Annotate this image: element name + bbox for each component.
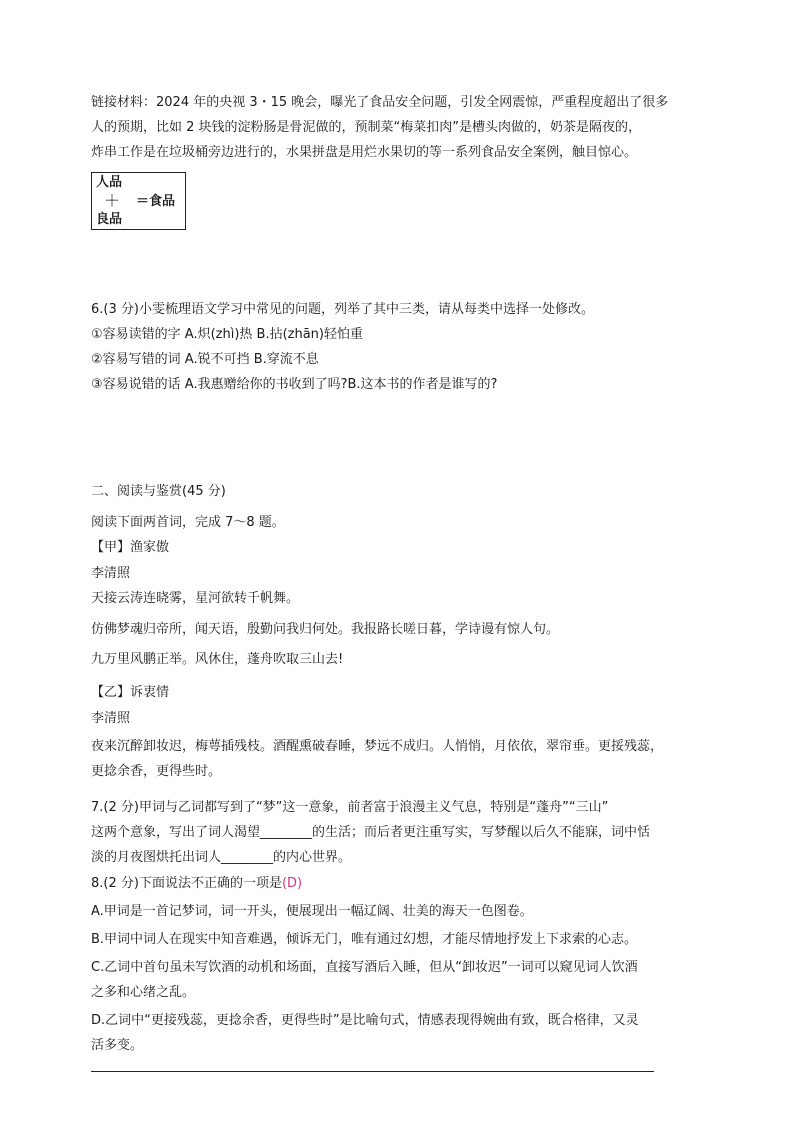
q8-answer: D xyxy=(287,876,298,891)
character-diagram xyxy=(91,172,186,230)
q6-item-3: ③容易说错的话 A.我惠赠给你的书收到了吗?B.这本书的作者是谁写的? xyxy=(91,377,498,392)
q8-answer-open: ( xyxy=(281,876,288,891)
poem-a-title: 【甲】渔家傲 xyxy=(91,540,170,555)
q8-option-d-line-2: 活多变。 xyxy=(91,1038,144,1053)
q7-line-1: 7.(2 分)甲词与乙词都写到了“梦”这一意象，前者富于浪漫主义气息，特别是“蓬舟”“三山” xyxy=(91,800,609,815)
material-line-3: 炸串工作是在垃圾桶旁边进行的，水果拼盘是用烂水果切的等一系列食品安全案例，触目惊心。 xyxy=(91,145,638,160)
q8-answer-close: ) xyxy=(297,876,303,891)
poem-b-author: 李清照 xyxy=(91,711,131,726)
diagram-top-word: 人品 xyxy=(96,175,123,190)
diagram-plus-sign: ＋ xyxy=(104,191,121,210)
q6-stem: 6.(3 分)小雯梳理语文学习中常见的问题，列举了其中三类，请从每类中选择一处修改。 xyxy=(91,302,594,317)
poem-b-title: 【乙】诉衷情 xyxy=(91,685,170,700)
q8-option-d-line-1: D.乙词中“更接残蕊，更捻余香，更得些时”是比喻句式，情感表现得婉曲有致，既合格律，又灵 xyxy=(91,1013,639,1028)
poem-a-author: 李清照 xyxy=(91,566,131,581)
diagram-result: ＝食品 xyxy=(136,194,176,209)
material-line-1: 链接材料：2024 年的央视 3・15 晚会，曝光了食品安全问题，引发全网震惊，严重程度超出了很多 xyxy=(91,95,669,110)
diagram-bottom-word: 良品 xyxy=(96,212,123,227)
q8-stem: 8.(2 分)下面说法不正确的一项是 xyxy=(91,876,282,891)
section-heading: 二、阅读与鉴赏(45 分) xyxy=(91,484,226,499)
q8-option-c-line-1: C.乙词中首句虽未写饮酒的动机和场面，直接写酒后入睡，但从“卸妆迟”一词可以窥见词人饮酒 xyxy=(91,960,638,975)
q8-option-a: A.甲词是一首记梦词，词一开头，便展现出一幅辽阔、壮美的海天一色图卷。 xyxy=(91,904,533,919)
q8-option-c-line-2: 之多和心绪之乱。 xyxy=(91,985,196,1000)
poem-a-line-3: 九万里风鹏正举。风休住，蓬舟吹取三山去! xyxy=(91,652,344,667)
poem-a-line-1: 天接云涛连晓雾，星河欲转千帆舞。 xyxy=(91,591,300,606)
poem-a-line-2: 仿佛梦魂归帝所，闻天语，殷勤问我归何处。我报路长嗟日暮，学诗谩有惊人句。 xyxy=(91,622,560,637)
section-intro: 阅读下面两首词，完成 7～8 题。 xyxy=(91,515,285,530)
q6-item-1: ①容易读错的字 A.炽(zhì)热 B.拈(zhān)轻怕重 xyxy=(91,327,363,342)
footer-divider xyxy=(91,1071,654,1072)
q8-option-b: B.甲词中词人在现实中知音难遇，倾诉无门，唯有通过幻想，才能尽情地抒发上下求索的心志。 xyxy=(91,932,638,947)
poem-b-line-2: 更捻余香，更得些时。 xyxy=(91,764,222,779)
q8-stem-line xyxy=(91,874,302,894)
poem-b-line-1: 夜来沉醉卸妆迟，梅萼插残枝。酒醒熏破春睡，梦远不成归。人悄悄，月依依，翠帘垂。更挼残蕊， xyxy=(91,739,664,754)
q7-line-2: 这两个意象，写出了词人渴望________的生活；而后者更注重写实，写梦醒以后久不能寐，词中恬 xyxy=(91,825,651,840)
q6-item-2: ②容易写错的词 A.锐不可挡 B.穿流不息 xyxy=(91,352,319,367)
material-line-2: 人的预期，比如 2 块钱的淀粉肠是骨泥做的，预制菜“梅菜扣肉”是槽头肉做的，奶茶是隔夜的， xyxy=(91,120,642,135)
q7-line-3: 淡的月夜图烘托出词人________的内心世界。 xyxy=(91,850,352,865)
